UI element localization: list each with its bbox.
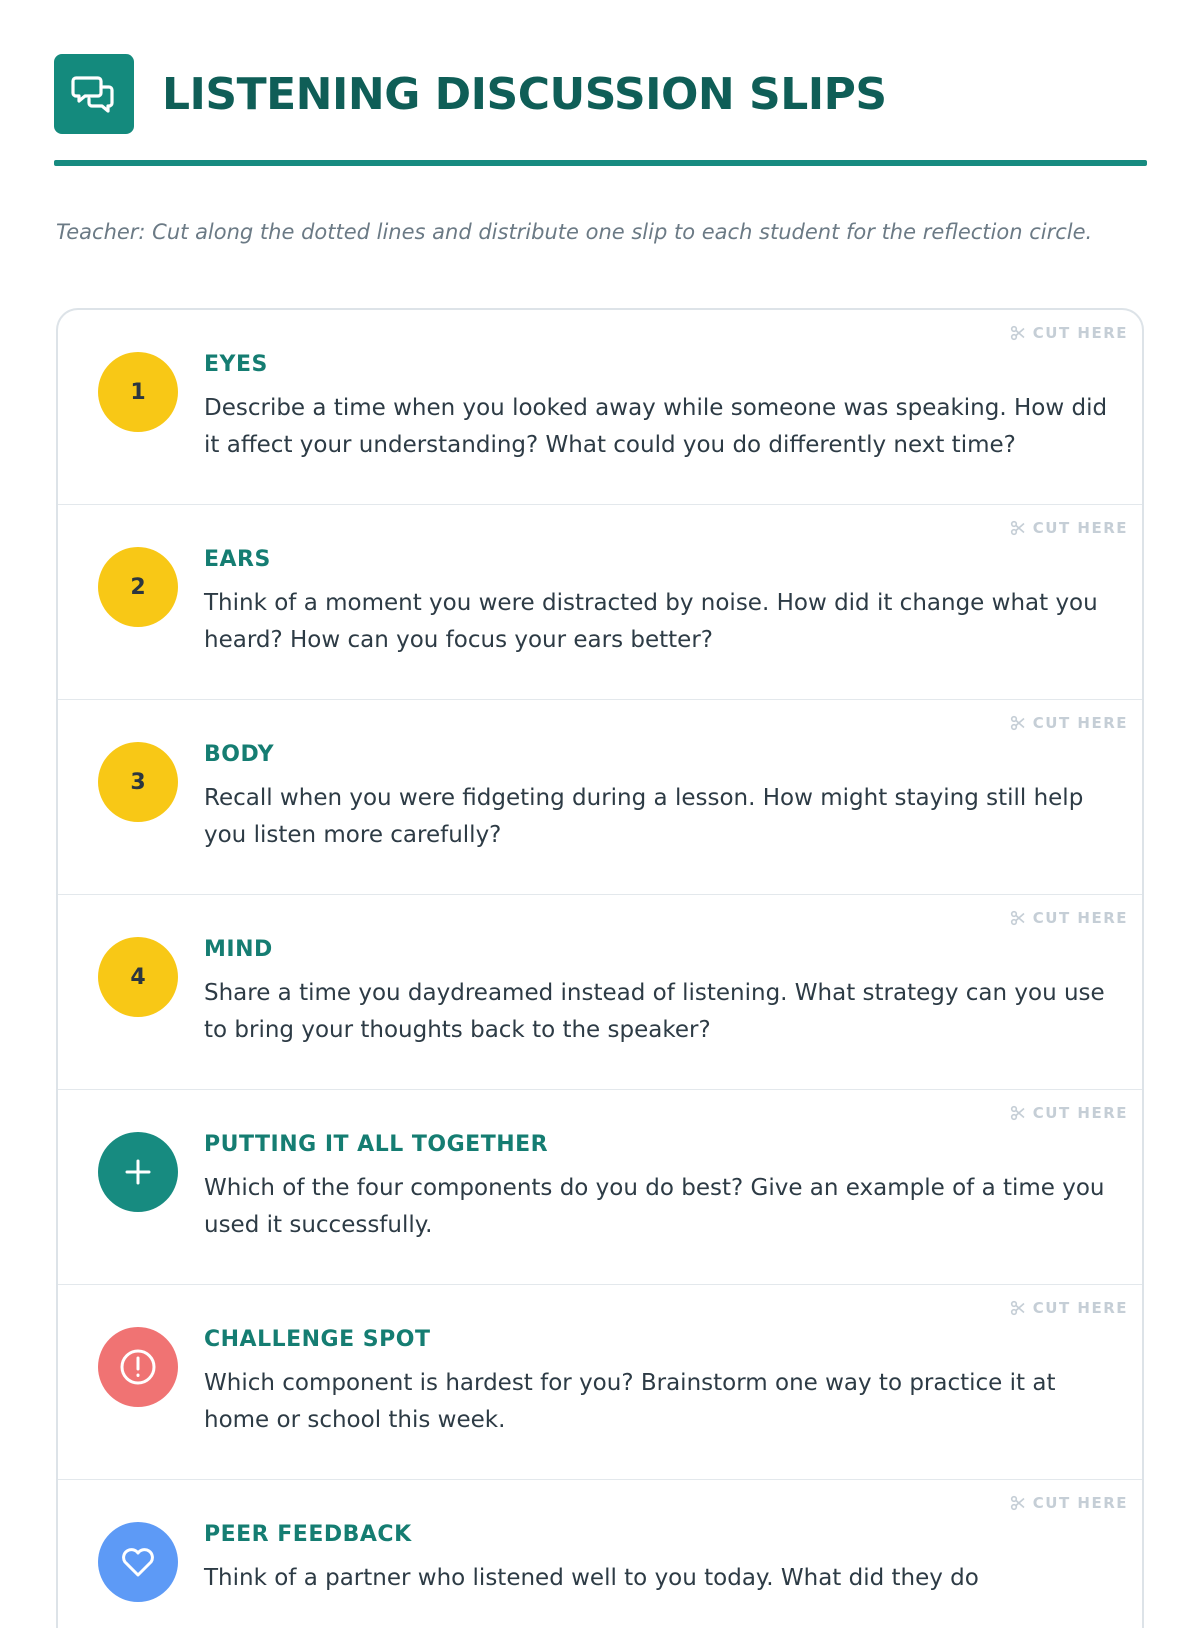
cut-here-label: CUT HERE	[1032, 519, 1128, 537]
cut-here-label: CUT HERE	[1032, 324, 1128, 342]
cut-here-marker	[1010, 1299, 1128, 1317]
slip-prompt: Think of a moment you were distracted by noise. How did it change what you heard? How can you focus your ears better?	[204, 590, 1098, 653]
slip-peer-feedback	[58, 1480, 1142, 1628]
slip-putting-it-all-together	[58, 1090, 1142, 1285]
slip-body	[58, 700, 1142, 895]
page-title: LISTENING DISCUSSION SLIPS	[162, 68, 887, 120]
cut-here-marker	[1010, 324, 1128, 342]
scissors-icon	[1010, 1105, 1026, 1121]
cut-here-label: CUT HERE	[1032, 1299, 1128, 1317]
scissors-icon	[1010, 1300, 1026, 1316]
alert-circle-icon	[98, 1327, 178, 1407]
chat-bubbles-icon	[54, 54, 134, 134]
number-badge: 1	[98, 352, 178, 432]
plus-icon	[98, 1132, 178, 1212]
teacher-instructions: Teacher: Cut along the dotted lines and distribute one slip to each student for the reflection circle.	[56, 220, 1093, 244]
slip-prompt: Describe a time when you looked away while someone was speaking. How did it affect your understanding? What could you do differently next time?	[204, 395, 1108, 458]
cut-here-label: CUT HERE	[1032, 909, 1128, 927]
slip-title: MIND	[204, 937, 273, 962]
slip-mind	[58, 895, 1142, 1090]
cut-here-marker	[1010, 519, 1128, 537]
page-header	[54, 54, 1147, 134]
slip-prompt: Which of the four components do you do best? Give an example of a time you used it successfully.	[204, 1175, 1105, 1238]
slips-card	[56, 308, 1144, 1628]
slip-prompt: Think of a partner who listened well to you today. What did they do	[204, 1565, 979, 1591]
slip-title: BODY	[204, 742, 275, 767]
cut-here-marker	[1010, 1104, 1128, 1122]
slip-title: PUTTING IT ALL TOGETHER	[204, 1132, 549, 1157]
cut-here-marker	[1010, 1494, 1128, 1512]
scissors-icon	[1010, 520, 1026, 536]
cut-here-label: CUT HERE	[1032, 714, 1128, 732]
cut-here-marker	[1010, 714, 1128, 732]
slip-title: EYES	[204, 352, 268, 377]
cut-here-marker	[1010, 909, 1128, 927]
slip-ears	[58, 505, 1142, 700]
number-badge: 4	[98, 937, 178, 1017]
header-divider	[54, 160, 1147, 166]
slip-prompt: Which component is hardest for you? Brainstorm one way to practice it at home or school this week.	[204, 1370, 1056, 1433]
number-badge: 2	[98, 547, 178, 627]
slip-title: CHALLENGE SPOT	[204, 1327, 431, 1352]
scissors-icon	[1010, 715, 1026, 731]
slip-prompt: Share a time you daydreamed instead of listening. What strategy can you use to bring your thoughts back to the speaker?	[204, 980, 1105, 1043]
scissors-icon	[1010, 1495, 1026, 1511]
scissors-icon	[1010, 325, 1026, 341]
slip-title: EARS	[204, 547, 271, 572]
number-badge: 3	[98, 742, 178, 822]
slip-prompt: Recall when you were fidgeting during a lesson. How might staying still help you listen more carefully?	[204, 785, 1084, 848]
slip-eyes	[58, 310, 1142, 505]
heart-icon	[98, 1522, 178, 1602]
slip-title: PEER FEEDBACK	[204, 1522, 412, 1547]
cut-here-label: CUT HERE	[1032, 1104, 1128, 1122]
slip-challenge-spot	[58, 1285, 1142, 1480]
scissors-icon	[1010, 910, 1026, 926]
cut-here-label: CUT HERE	[1032, 1494, 1128, 1512]
